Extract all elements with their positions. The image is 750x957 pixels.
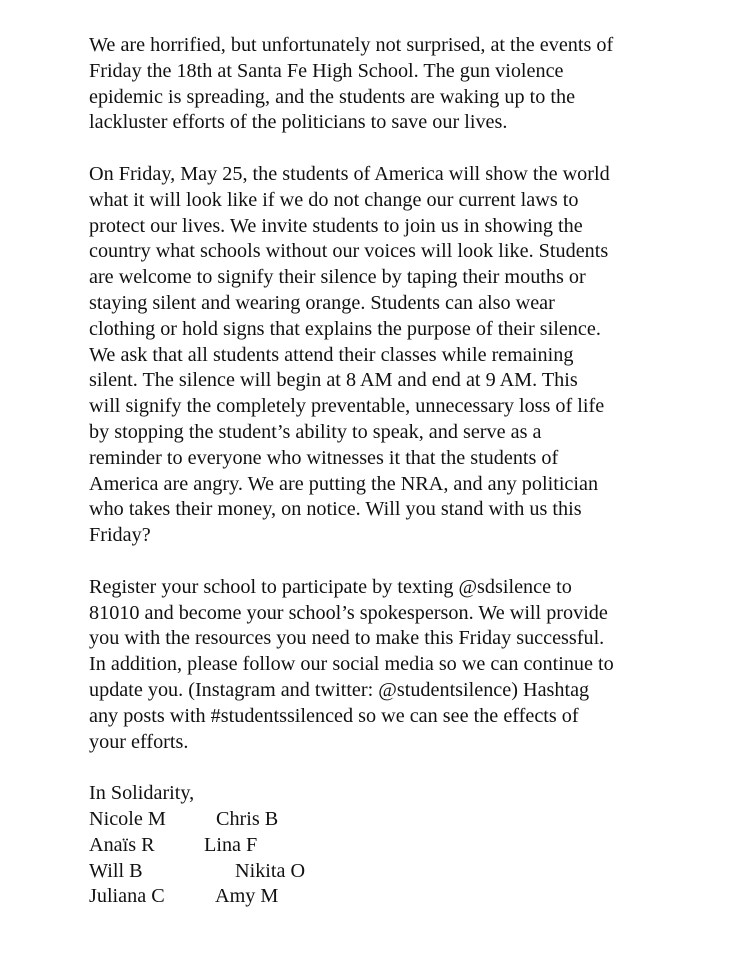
paragraph-register: Register your school to participate by texting @sdsilence to 81010 and become your school’s spokesperson. We will provide you with the resources you need to make this Friday successful. In addition, please follow our social media so we can continue to update you. (Instagram and twitter: @studentsilence) Hashtag any posts with #studentssilenced so we can see the effects of your efforts. — [89, 575, 614, 753]
closing-salutation: In Solidarity, — [89, 782, 195, 805]
signature-name: Amy M — [215, 885, 279, 908]
paragraph-gap — [89, 755, 674, 781]
signature-name: Anaïs R — [89, 833, 155, 856]
paragraph-gap — [89, 136, 674, 162]
letter — [89, 33, 674, 910]
paragraph-event: On Friday, May 25, the students of America will show the world what it will look like if we do not change our current laws to protect our lives. We invite students to join us in showing the country what schools without our voices will look like. Students are welcome to signify their silence by taping their mouths or staying silent and wearing orange. Students can also wear clothing or hold signs that explains the purpose of their silence. We ask that all students attend their classes while remaining silent. The silence will begin at 8 AM and end at 9 AM. This will signify the completely preventable, unnecessary loss of life by stopping the student’s ability to speak, and serve as a reminder to everyone who witnesses it that the students of America are angry. We are putting the NRA, and any politician who takes their money, on notice. Will you stand with us this Friday? — [89, 162, 610, 547]
signature-name: Nicole M — [89, 807, 166, 830]
signature-row — [89, 833, 674, 859]
signature-name: Will B — [89, 859, 143, 882]
signature-row — [89, 884, 674, 910]
signature-name: Lina F — [204, 833, 258, 856]
signature-name: Juliana C — [89, 885, 165, 908]
signature-name: Chris B — [216, 807, 279, 830]
paragraph-intro: We are horrified, but unfortunately not surprised, at the events of Friday the 18th at Santa Fe High School. The gun violence epidemic is spreading, and the students are waking up to the lackluster efforts of the politicians to save our lives. — [89, 34, 614, 134]
paragraph-gap — [89, 549, 674, 575]
signature-name: Nikita O — [235, 859, 306, 882]
signature-row — [89, 859, 674, 885]
signature-row — [89, 807, 674, 833]
